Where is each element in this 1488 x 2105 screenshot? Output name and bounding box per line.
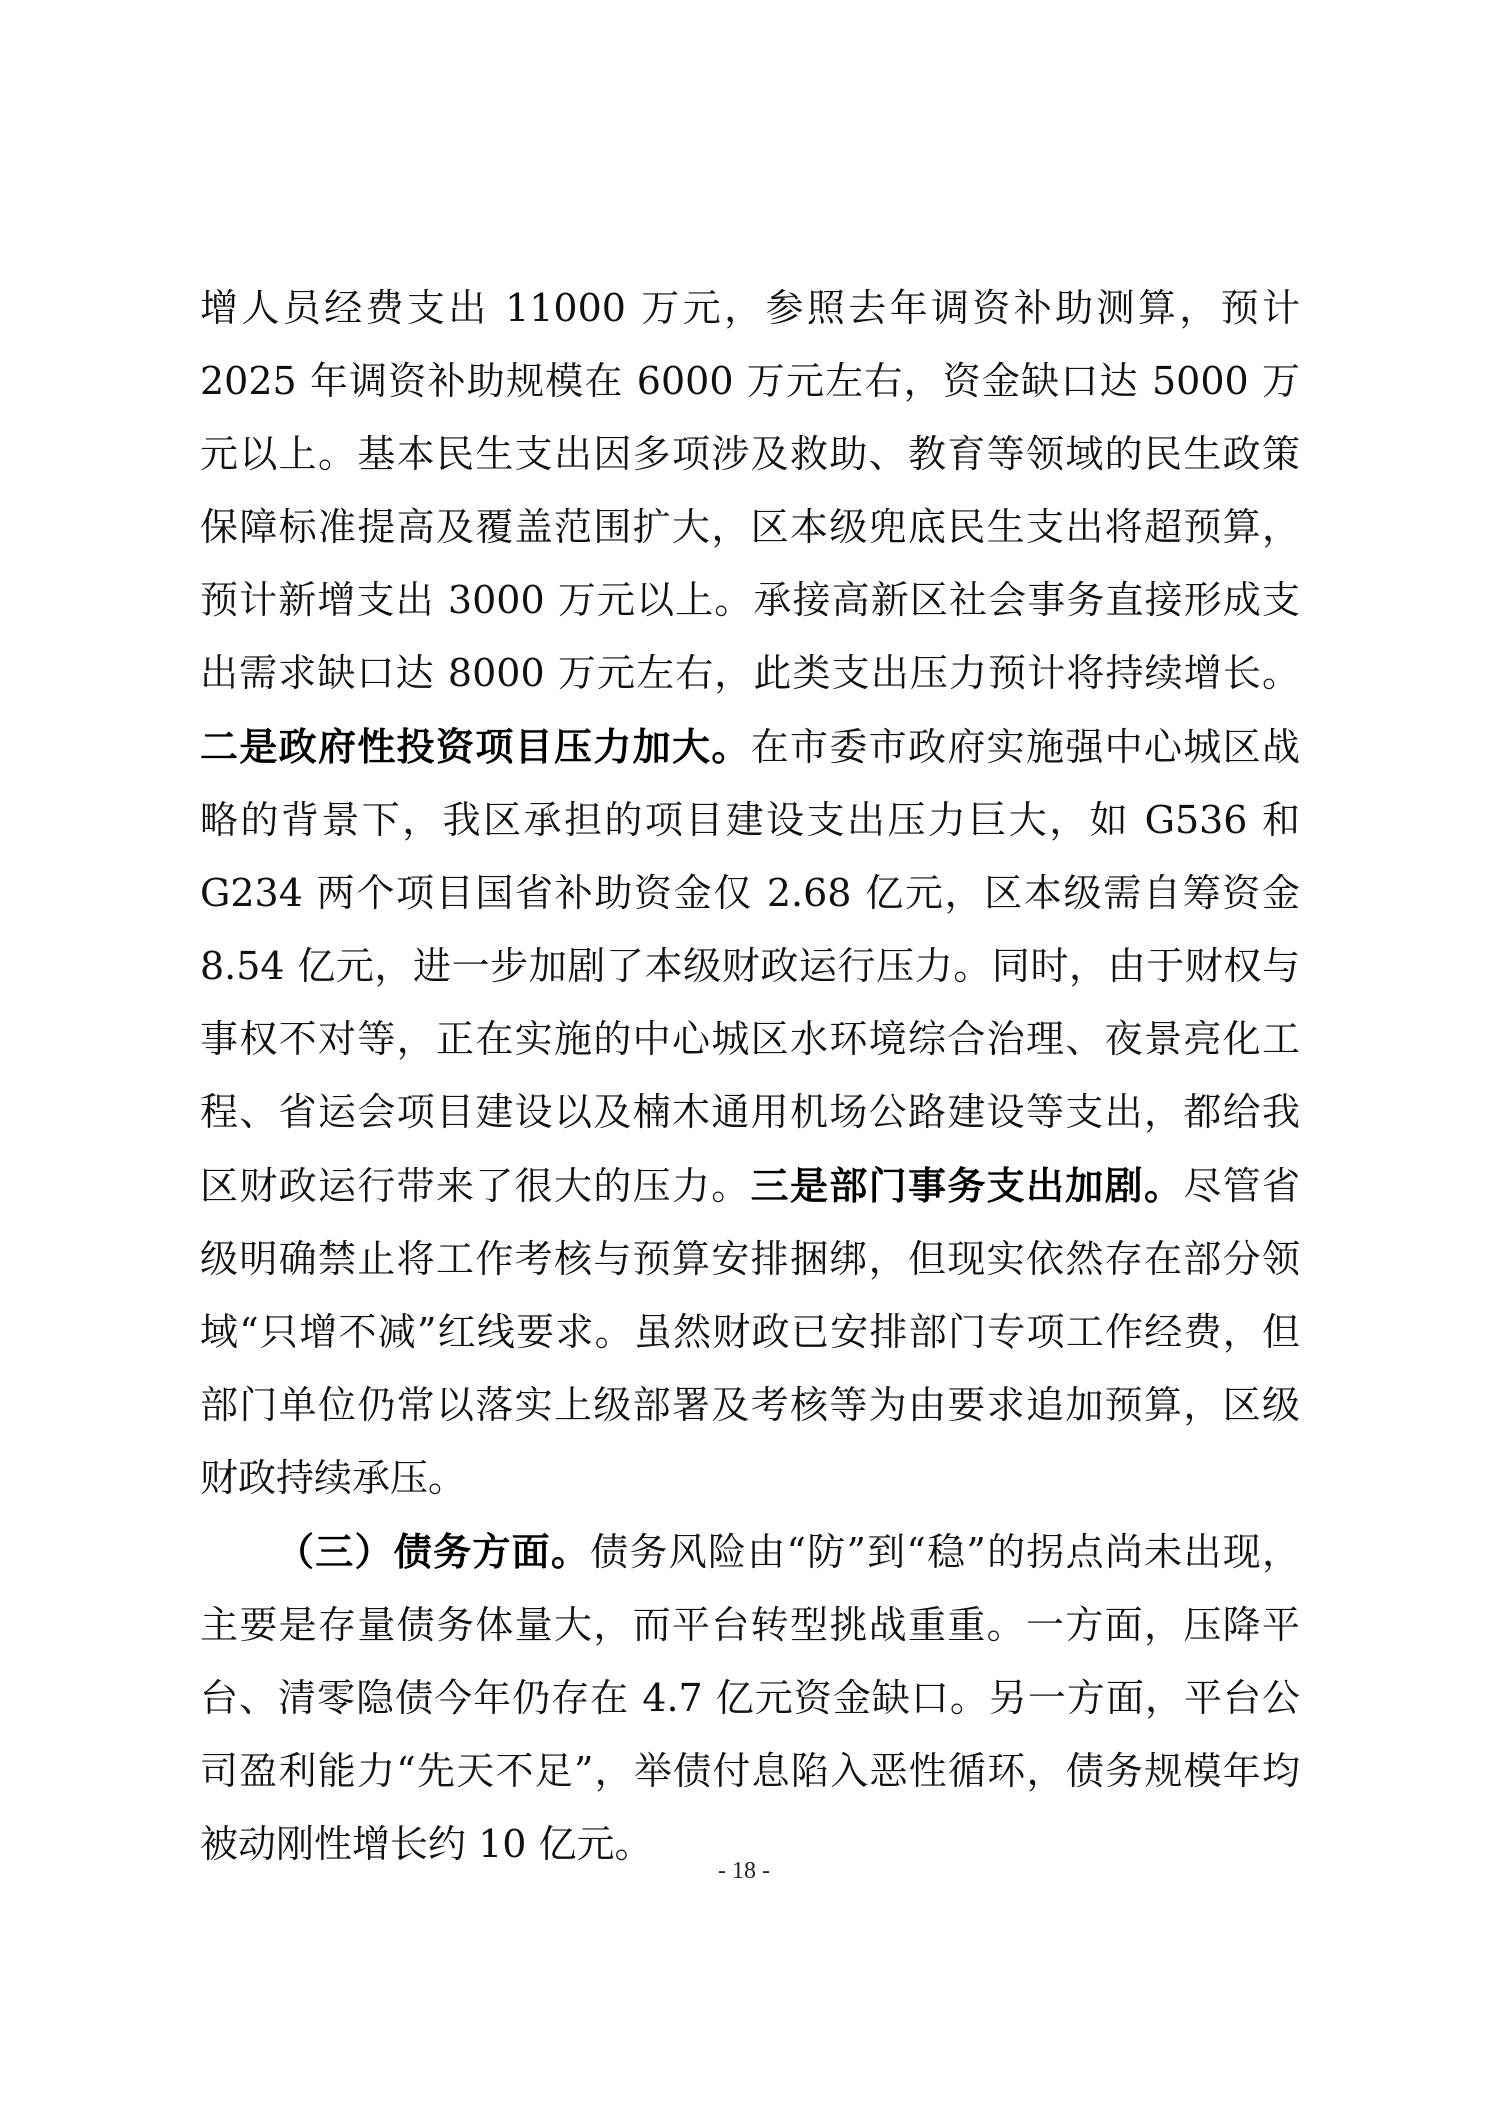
paragraph-text: 在市委市政府实施强中心城区战略的背景下，我区承担的项目建设支出压力巨大，如 G536 和 G234 两个项目国省补助资金仅 2.68 亿元，区本级需自筹资金 8.54 亿元，进一步加剧了本级财政运行压力。同时，由于财权与事权不对等，正在实施的中心城区水环境综合治理、夜景亮化工程、省运会项目建设以及楠木通用机场公路建设等支出，都给我区财政运行带来了很大的压力。 — [200, 725, 1300, 1208]
section-heading-debt: （三）债务方面。 — [276, 1529, 591, 1574]
paragraph-expenditure-pressure — [200, 272, 1300, 1515]
paragraph-debt — [200, 1515, 1300, 1881]
page-number: - 18 - — [718, 1858, 770, 1884]
paragraph-text: 增人员经费支出 11000 万元，参照去年调资补助测算，预计 2025 年调资补助规模在 6000 万元左右，资金缺口达 5000 万元以上。基本民生支出因多项涉及救助、教育等领域的民生政策保障标准提高及覆盖范围扩大，区本级兜底民生支出将超预算，预计新增支出 3000 万元以上。承接高新区社会事务直接形成支出需求缺口达 8000 万元左右，此类支出压力预计将持续增长。 — [200, 286, 1300, 695]
bold-point-three: 三是部门事务支出加剧。 — [750, 1163, 1184, 1208]
paragraph-text: 尽管省级明确禁止将工作考核与预算安排捆绑，但现实依然存在部分领域“只增不减”红线要求。虽然财政已安排部门专项工作经费，但部门单位仍常以落实上级部署及考核等为由要求追加预算，区级财政持续承压。 — [200, 1164, 1300, 1500]
document-body — [200, 272, 1300, 1881]
paragraph-text: 债务风险由“防”到“稳”的拐点尚未出现，主要是存量债务体量大，而平台转型挑战重重。一方面，压降平台、清零隐债今年仍存在 4.7 亿元资金缺口。另一方面，平台公司盈利能力“先天不足”，举债付息陷入恶性循环，债务规模年均被动刚性增长约 10 亿元。 — [200, 1530, 1300, 1866]
bold-point-two: 二是政府性投资项目压力加大。 — [200, 724, 751, 769]
